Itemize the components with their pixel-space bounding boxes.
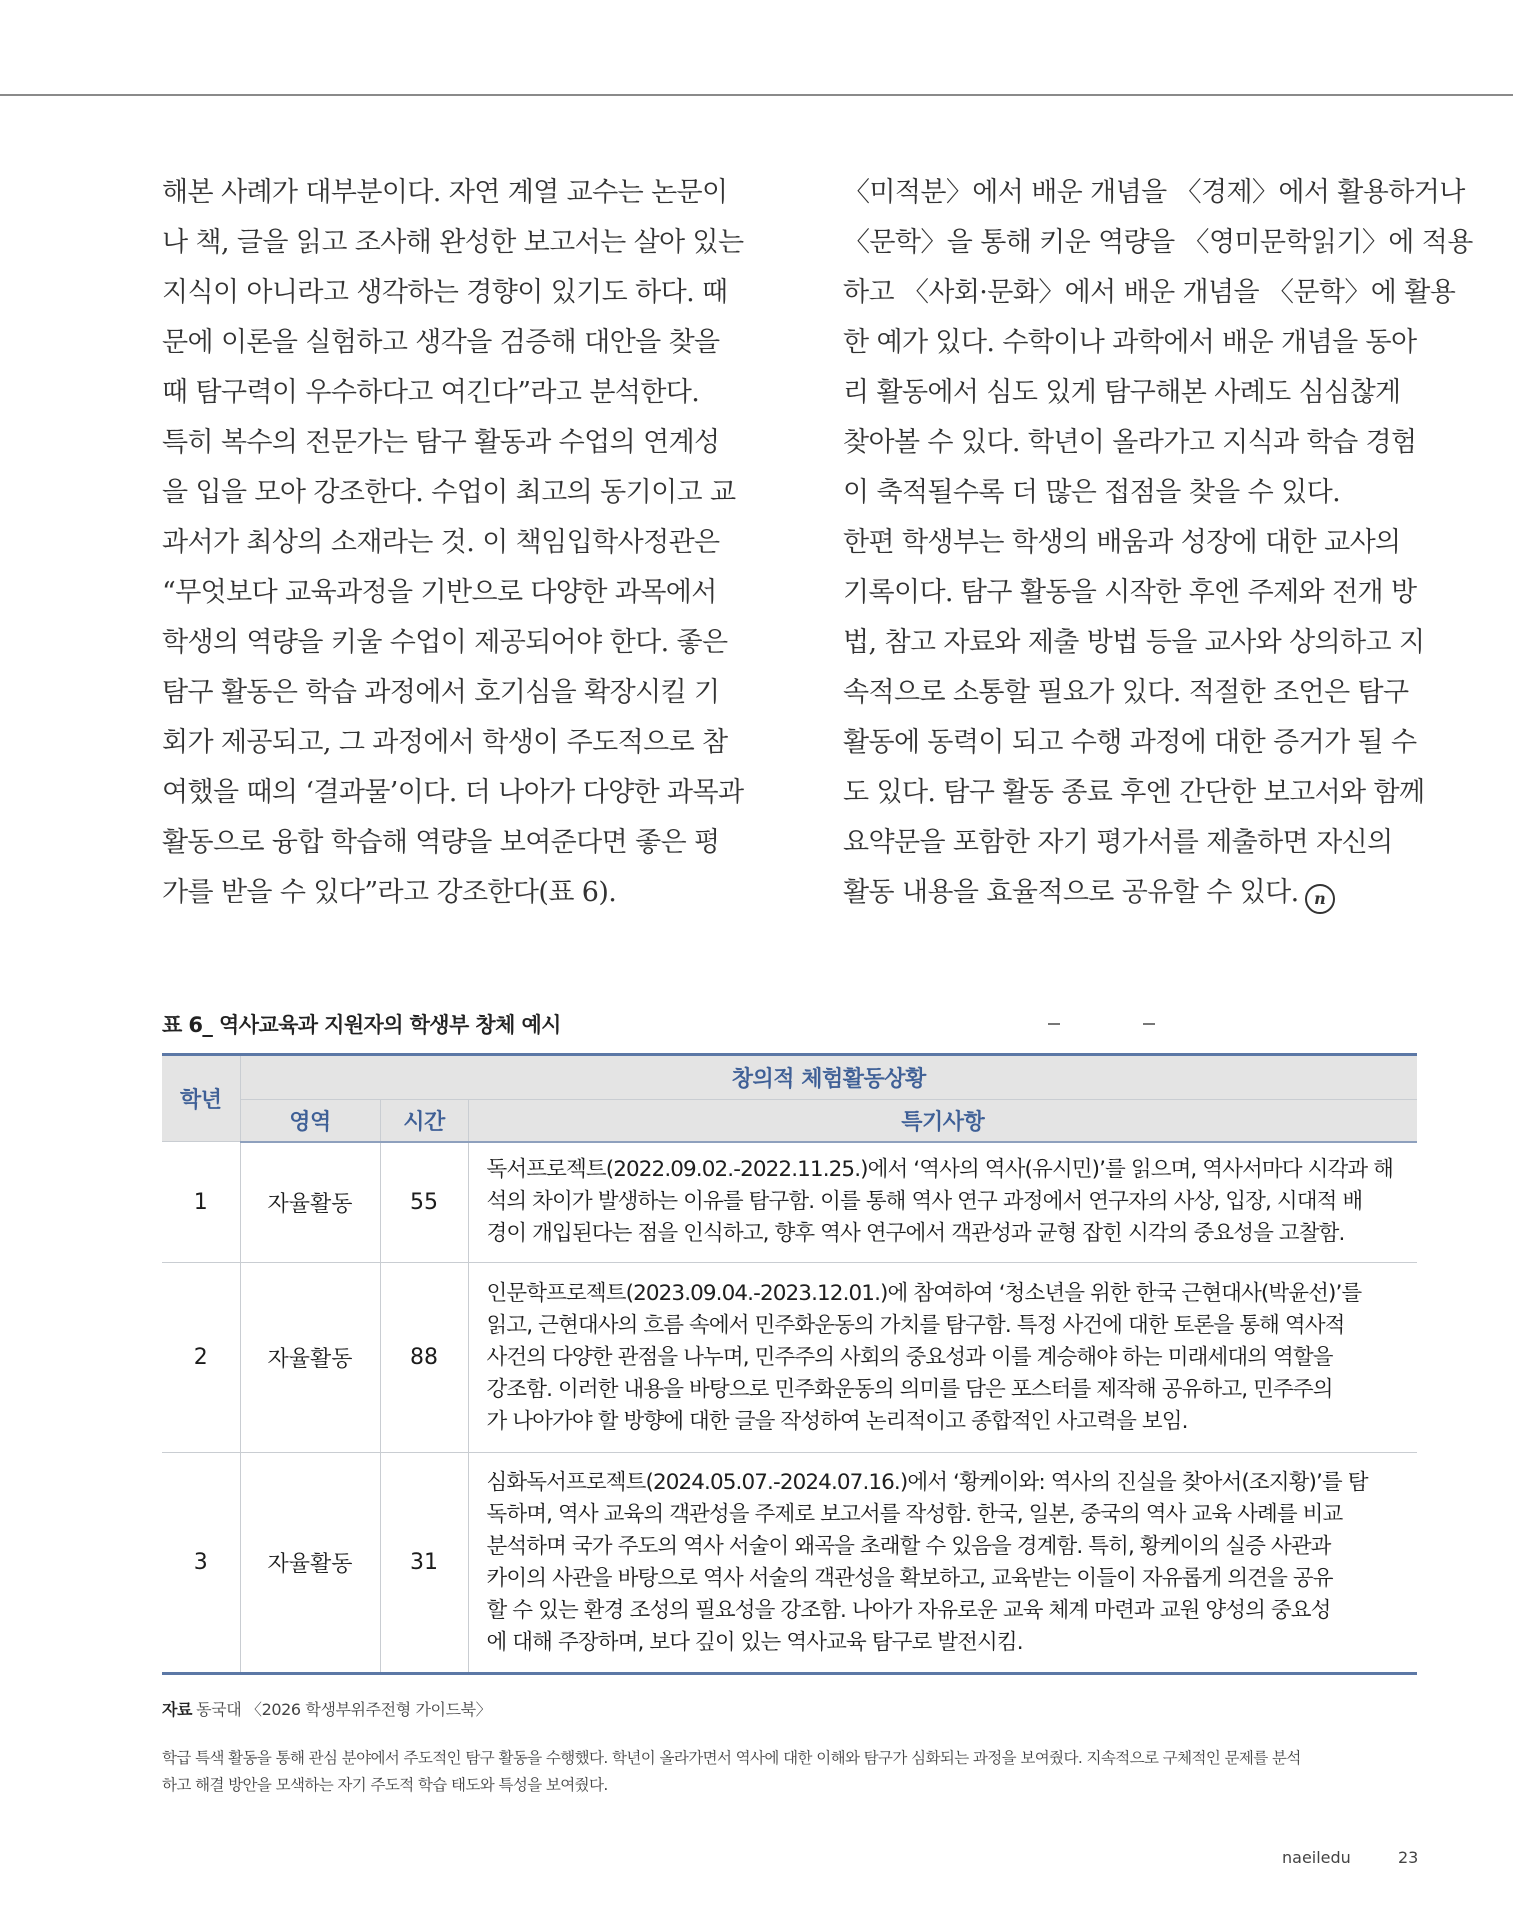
- body-line: 탐구 활동은 학습 과정에서 호기심을 확장시킬 기: [162, 677, 720, 708]
- note-line: 독서프로젝트(2022.09.02.-2022.11.25.)에서 ‘역사의 역사(유시민)’를 읽으며, 역사서마다 시각과 해: [486, 1157, 1393, 1183]
- body-line: 해본 사례가 대부분이다. 자연 계열 교수는 논문이: [162, 177, 728, 208]
- body-line: 〈문학〉을 통해 키운 역량을 〈영미문학읽기〉에 적용: [843, 227, 1473, 258]
- source-text: 동국대 〈2026 학생부위주전형 가이드북〉: [196, 1700, 492, 1719]
- cell-area: 자율활동: [240, 1142, 380, 1263]
- body-line: 〈미적분〉에서 배운 개념을 〈경제〉에서 활용하거나: [843, 177, 1465, 208]
- folio-brand: naeiledu: [1282, 1848, 1351, 1867]
- body-line: 한편 학생부는 학생의 배움과 성장에 대한 교사의: [843, 527, 1401, 558]
- cell-hours: 31: [380, 1453, 468, 1674]
- note-line: 경이 개입된다는 점을 인식하고, 향후 역사 연구에서 객관성과 균형 잡힌 시각의 중요성을 고찰함.: [486, 1221, 1345, 1247]
- body-line: 법, 참고 자료와 제출 방법 등을 교사와 상의하고 지: [843, 627, 1425, 658]
- note-line: 강조함. 이러한 내용을 바탕으로 민주화운동의 의미를 담은 포스터를 제작해 공유하고, 민주주의: [486, 1376, 1333, 1402]
- table-row: [162, 1453, 1417, 1674]
- header-time: 시간: [380, 1100, 468, 1142]
- body-column-right: [843, 168, 1473, 918]
- header-notes: 특기사항: [468, 1100, 1417, 1142]
- note-line: 분석하며 국가 주도의 역사 서술이 왜곡을 초래할 수 있음을 경계함. 특히, 황케이의 실증 사관과: [486, 1533, 1331, 1559]
- body-line: 도 있다. 탐구 활동 종료 후엔 간단한 보고서와 함께: [843, 777, 1425, 808]
- cell-grade: 1: [162, 1142, 240, 1263]
- body-line: 여했을 때의 ‘결과물’이다. 더 나아가 다양한 과목과: [162, 777, 744, 808]
- body-line: 때 탐구력이 우수하다고 여긴다”라고 분석한다.: [162, 377, 700, 408]
- activity-record-table: [162, 1053, 1417, 1675]
- note-line: 심화독서프로젝트(2024.05.07.-2024.07.16.)에서 ‘황케이와: 역사의 진실을 찾아서(조지황)’를 탐: [486, 1469, 1368, 1495]
- cell-grade: 2: [162, 1263, 240, 1453]
- body-line-text: 활동 내용을 효율적으로 공유할 수 있다.: [843, 877, 1299, 908]
- body-line: 활동에 동력이 되고 수행 과정에 대한 증거가 될 수: [843, 727, 1417, 758]
- note-line: 독하며, 역사 교육의 객관성을 주제로 보고서를 작성함. 한국, 일본, 중국의 역사 교육 사례를 비교: [486, 1501, 1343, 1527]
- body-line: 회가 제공되고, 그 과정에서 학생이 주도적으로 참: [162, 727, 728, 758]
- top-rule: [0, 94, 1513, 96]
- cell-hours: 55: [380, 1142, 468, 1263]
- body-line: 한 예가 있다. 수학이나 과학에서 배운 개념을 동아: [843, 327, 1417, 358]
- commentary-line: 하고 해결 방안을 모색하는 자기 주도적 학습 태도와 특성을 보여줬다.: [162, 1776, 608, 1794]
- note-line: 할 수 있는 환경 조성의 필요성을 강조함. 나아가 자유로운 교육 체계 마련과 교원 양성의 중요성: [486, 1597, 1331, 1623]
- body-line: 하고 〈사회·문화〉에서 배운 개념을 〈문학〉에 활용: [843, 277, 1456, 308]
- body-line: 이 축적될수록 더 많은 접점을 찾을 수 있다.: [843, 477, 1341, 508]
- table-row: [162, 1142, 1417, 1263]
- body-line: 활동으로 융합 학습해 역량을 보여준다면 좋은 평: [162, 827, 720, 858]
- note-line: 사건의 다양한 관점을 나누며, 민주주의 사회의 중요성과 이를 계승해야 하는 미래세대의 역할을: [486, 1344, 1333, 1370]
- cell-hours: 88: [380, 1263, 468, 1453]
- table-source: [162, 1697, 491, 1720]
- body-line: 속적으로 소통할 필요가 있다. 적절한 조언은 탐구: [843, 677, 1409, 708]
- cell-notes: [468, 1453, 1417, 1674]
- body-line: 지식이 아니라고 생각하는 경향이 있기도 하다. 때: [162, 277, 728, 308]
- body-line: 문에 이론을 실험하고 생각을 검증해 대안을 찾을: [162, 327, 720, 358]
- table-row: [162, 1263, 1417, 1453]
- note-line: 에 대해 주장하며, 보다 깊이 있는 역사교육 탐구로 발전시킴.: [486, 1629, 1023, 1655]
- note-line: 인문학프로젝트(2023.09.04.-2023.12.01.)에 참여하여 ‘청소년을 위한 한국 근현대사(박윤선)’를: [486, 1280, 1362, 1306]
- cell-area: 자율활동: [240, 1263, 380, 1453]
- caption-dash-decoration: [1048, 1023, 1060, 1025]
- header-area: 영역: [240, 1100, 380, 1142]
- table-commentary: [162, 1745, 1422, 1799]
- body-line: 찾아볼 수 있다. 학년이 올라가고 지식과 학습 경험: [843, 427, 1417, 458]
- note-line: 카이의 사관을 바탕으로 역사 서술의 객관성을 확보하고, 교육받는 이들이 자유롭게 의견을 공유: [486, 1565, 1333, 1591]
- note-line: 가 나아가야 할 방향에 대한 글을 작성하여 논리적이고 종합적인 사고력을 보임.: [486, 1408, 1188, 1434]
- cell-area: 자율활동: [240, 1453, 380, 1674]
- body-line: 학생의 역량을 키울 수업이 제공되어야 한다. 좋은: [162, 627, 728, 658]
- body-column-left: [162, 168, 742, 918]
- caption-dash-decoration: [1143, 1023, 1155, 1025]
- article-end-mark-icon: n: [1305, 884, 1335, 914]
- cell-notes: [468, 1263, 1417, 1453]
- commentary-line: 학급 특색 활동을 통해 관심 분야에서 주도적인 탐구 활동을 수행했다. 학년이 올라가면서 역사에 대한 이해와 탐구가 심화되는 과정을 보여줬다. 지속적으로 구체적인 문제를 분석: [162, 1749, 1301, 1767]
- body-line: 과서가 최상의 소재라는 것. 이 책임입학사정관은: [162, 527, 720, 558]
- note-line: 읽고, 근현대사의 흐름 속에서 민주화운동의 가치를 탐구함. 특정 사건에 대한 토론을 통해 역사적: [486, 1312, 1345, 1338]
- body-line: 특히 복수의 전문가는 탐구 활동과 수업의 연계성: [162, 427, 720, 458]
- body-line: “무엇보다 교육과정을 기반으로 다양한 과목에서: [162, 577, 717, 608]
- header-grade: 학년: [162, 1055, 240, 1142]
- body-line: 기록이다. 탐구 활동을 시작한 후엔 주제와 전개 방: [843, 577, 1417, 608]
- body-line: [843, 868, 1423, 918]
- cell-grade: 3: [162, 1453, 240, 1674]
- body-line: 가를 받을 수 있다”라고 강조한다(표 6).: [162, 877, 617, 908]
- body-line: 나 책, 글을 읽고 조사해 완성한 보고서는 살아 있는: [162, 227, 744, 258]
- page-number: 23: [1398, 1848, 1419, 1867]
- cell-notes: [468, 1142, 1417, 1263]
- note-line: 석의 차이가 발생하는 이유를 탐구함. 이를 통해 역사 연구 과정에서 연구자의 사상, 입장, 시대적 배: [486, 1189, 1363, 1215]
- body-line: 을 입을 모아 강조한다. 수업이 최고의 동기이고 교: [162, 477, 736, 508]
- source-label: 자료: [162, 1700, 193, 1719]
- header-creative-activities: 창의적 체험활동상황: [240, 1055, 1417, 1100]
- body-line: 리 활동에서 심도 있게 탐구해본 사례도 심심찮게: [843, 377, 1401, 408]
- table-caption: 표 6_ 역사교육과 지원자의 학생부 창체 예시: [162, 1013, 561, 1037]
- body-line: 요약문을 포함한 자기 평가서를 제출하면 자신의: [843, 827, 1393, 858]
